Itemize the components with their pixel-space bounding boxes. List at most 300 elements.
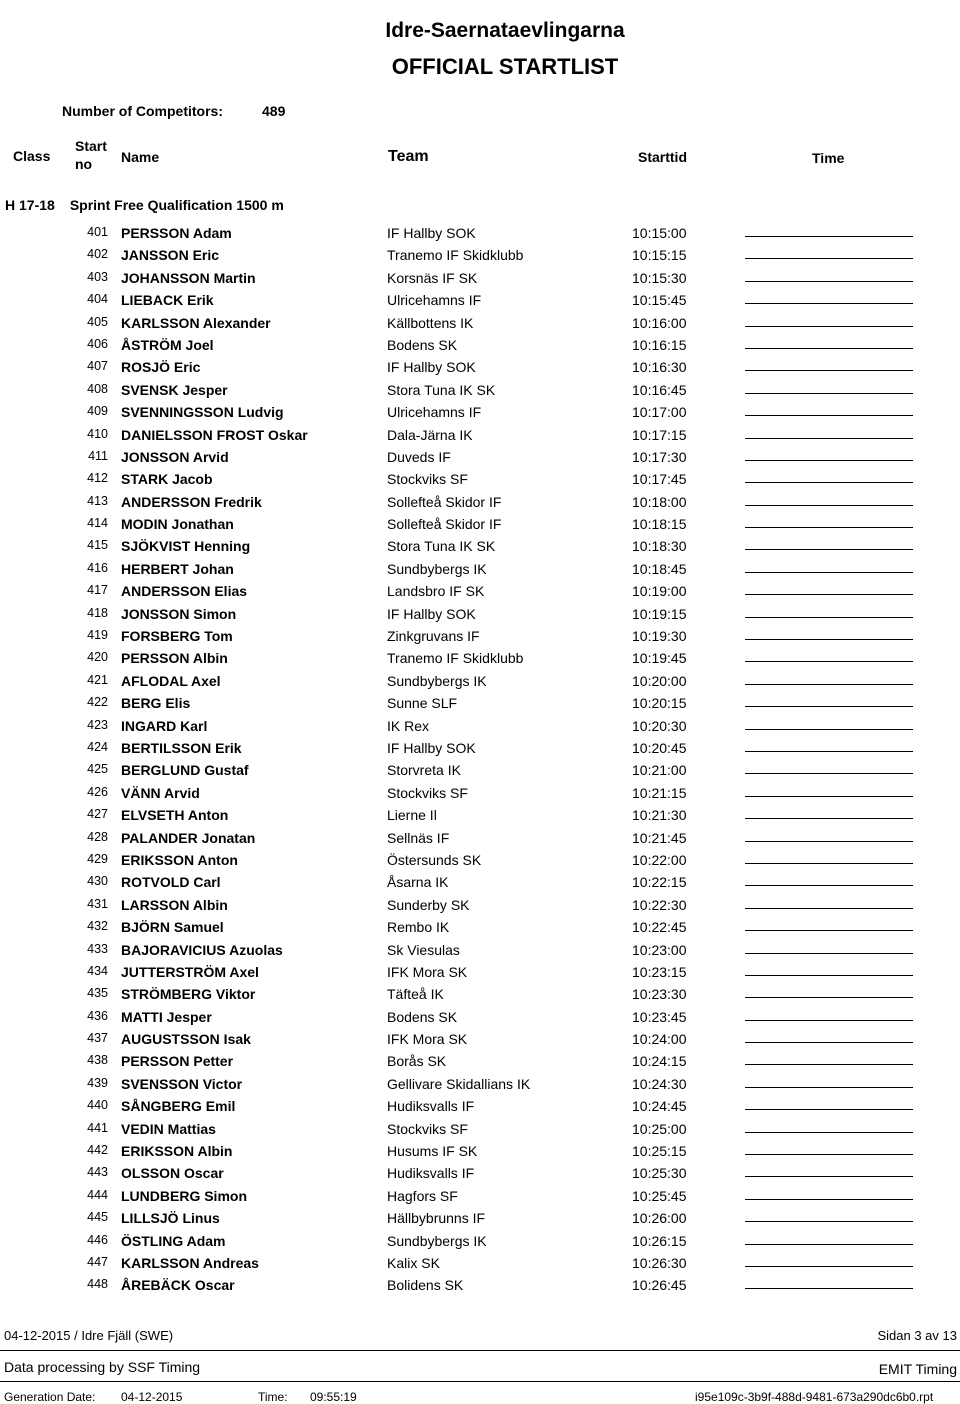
result-time-line [745, 1154, 913, 1155]
start-number: 412 [87, 471, 108, 486]
start-number: 408 [87, 381, 108, 396]
competitor-name: VEDIN Mattias [121, 1120, 216, 1137]
column-start-line1: Start [75, 138, 107, 154]
competitor-team: Duveds IF [387, 448, 451, 465]
start-number: 413 [87, 493, 108, 508]
table-row [0, 1028, 960, 1050]
competitor-team: IF Hallby SOK [387, 359, 476, 376]
column-starttid: Starttid [638, 149, 687, 165]
result-time-line [745, 594, 913, 595]
start-time: 10:21:00 [632, 762, 687, 779]
competitor-team: Husums IF SK [387, 1143, 478, 1160]
table-row [0, 804, 960, 826]
result-time-line [745, 281, 913, 282]
table-row [0, 916, 960, 938]
competitor-name: OLSSON Oscar [121, 1165, 224, 1182]
competitor-name: KARLSSON Andreas [121, 1254, 259, 1271]
result-time-line [745, 818, 913, 819]
competitor-name: BAJORAVICIUS Azuolas [121, 941, 283, 958]
start-number: 430 [87, 874, 108, 889]
table-row [0, 670, 960, 692]
competitor-team: IFK Mora SK [387, 1031, 468, 1048]
table-row [0, 1207, 960, 1229]
result-time-line [745, 1244, 913, 1245]
result-time-line [745, 930, 913, 931]
table-row [0, 289, 960, 311]
start-number: 418 [87, 605, 108, 620]
start-time: 10:22:30 [632, 896, 687, 913]
competitor-name: KARLSSON Alexander [121, 314, 271, 331]
competitor-name: VÄNN Arvid [121, 784, 200, 801]
column-time: Time [812, 150, 845, 166]
start-time: 10:19:30 [632, 628, 687, 645]
table-row [0, 580, 960, 602]
table-row [0, 827, 960, 849]
result-time-line [745, 975, 913, 976]
startlist-table [0, 222, 960, 1297]
competitor-team: IFK Mora SK [387, 963, 468, 980]
footer-divider-top [0, 1350, 960, 1351]
competitor-team: Sunderby SK [387, 896, 470, 913]
table-row [0, 647, 960, 669]
start-number: 411 [88, 448, 108, 463]
start-time: 10:16:15 [632, 336, 687, 353]
result-time-line [745, 1176, 913, 1177]
start-number: 431 [87, 896, 108, 911]
competitor-team: Tranemo IF Skidklubb [387, 650, 524, 667]
table-row [0, 1274, 960, 1296]
start-time: 10:24:00 [632, 1031, 687, 1048]
start-number: 416 [87, 560, 108, 575]
competitor-name: ANDERSSON Elias [121, 583, 248, 600]
competitor-name: INGARD Karl [121, 717, 208, 734]
start-number: 410 [87, 426, 108, 441]
competitor-name: HERBERT Johan [121, 560, 234, 577]
section-title: Sprint Free Qualification 1500 m [69, 197, 284, 213]
start-time: 10:22:45 [632, 919, 687, 936]
competitor-name: SJÖKVIST Henning [121, 538, 251, 555]
table-row [0, 894, 960, 916]
table-row [0, 401, 960, 423]
result-time-line [745, 348, 913, 349]
start-number: 422 [87, 695, 108, 710]
competitor-team: Tranemo IF Skidklubb [387, 247, 524, 264]
result-time-line [745, 482, 913, 483]
event-title: Idre-Saernataevlingarna [385, 19, 625, 42]
start-time: 10:26:45 [632, 1277, 687, 1294]
result-time-line [745, 1064, 913, 1065]
start-time: 10:18:00 [632, 493, 687, 510]
start-number: 420 [87, 650, 108, 665]
start-number: 433 [87, 941, 108, 956]
result-time-line [745, 796, 913, 797]
competitor-team: Åsarna IK [387, 874, 449, 891]
table-row [0, 737, 960, 759]
competitor-name: MATTI Jesper [121, 1008, 212, 1025]
result-time-line [745, 841, 913, 842]
start-time: 10:25:15 [632, 1143, 687, 1160]
result-time-line [745, 326, 913, 327]
start-time: 10:17:30 [632, 448, 687, 465]
start-number: 401 [87, 225, 108, 239]
table-row [0, 1095, 960, 1117]
column-start-line2: no [75, 156, 93, 172]
column-name: Name [121, 149, 160, 165]
start-time: 10:24:45 [632, 1098, 687, 1115]
table-row [0, 692, 960, 714]
start-number: 417 [87, 583, 108, 598]
result-time-line [745, 1109, 913, 1110]
competitor-team: Rembo IK [387, 919, 450, 936]
start-number: 443 [87, 1165, 108, 1180]
start-time: 10:25:45 [632, 1187, 687, 1204]
generation-date-label: Generation Date: [4, 1390, 96, 1404]
start-time: 10:24:15 [632, 1053, 687, 1070]
competitor-team: Sunne SLF [387, 695, 458, 712]
competitor-team: Storvreta IK [387, 762, 461, 779]
competitor-name: SVENNINGSSON Ludvig [121, 404, 284, 421]
competitor-name: ERIKSSON Anton [121, 851, 238, 868]
competitor-team: Sollefteå Skidor IF [387, 493, 502, 510]
start-time: 10:19:15 [632, 605, 687, 622]
start-time: 10:20:45 [632, 739, 687, 756]
column-team: Team [388, 148, 429, 165]
footer-date-place: 04-12-2015 / Idre Fjäll (SWE) [4, 1328, 174, 1343]
list-title: OFFICIAL STARTLIST [391, 54, 619, 79]
start-time: 10:24:30 [632, 1075, 687, 1092]
result-time-line [745, 908, 913, 909]
start-number: 442 [87, 1143, 108, 1158]
start-number: 439 [87, 1075, 108, 1090]
start-number: 421 [87, 672, 108, 687]
start-number: 447 [87, 1254, 108, 1269]
start-number: 407 [87, 359, 108, 374]
result-time-line [745, 505, 913, 506]
start-number: 432 [87, 919, 108, 934]
table-row [0, 491, 960, 513]
table-row [0, 222, 960, 244]
competitor-team: Hagfors SF [387, 1187, 458, 1204]
table-row [0, 939, 960, 961]
start-number: 423 [87, 717, 108, 732]
competitor-team: Lierne Il [387, 807, 437, 824]
competitor-team: Borås SK [387, 1053, 447, 1070]
start-number: 427 [87, 807, 108, 822]
competitor-team: Sollefteå Skidor IF [387, 516, 502, 533]
start-time: 10:21:15 [632, 784, 687, 801]
start-time: 10:20:15 [632, 695, 687, 712]
table-row [0, 1006, 960, 1028]
competitor-team: Stora Tuna IK SK [387, 381, 496, 398]
competitor-name: LILLSJÖ Linus [121, 1210, 220, 1227]
table-row [0, 334, 960, 356]
start-time: 10:17:15 [632, 426, 687, 443]
table-row [0, 267, 960, 289]
table-row [0, 244, 960, 266]
start-time: 10:19:00 [632, 583, 687, 600]
competitor-name: JUTTERSTRÖM Axel [121, 963, 259, 980]
result-time-line [745, 1199, 913, 1200]
start-number: 440 [87, 1098, 108, 1113]
result-time-line [745, 549, 913, 550]
start-time: 10:15:45 [632, 292, 687, 309]
competitor-name: DANIELSSON FROST Oskar [121, 426, 308, 443]
competitor-team: Sundbybergs IK [387, 672, 487, 689]
result-time-line [745, 1087, 913, 1088]
footer-timing: EMIT Timing [878, 1361, 957, 1377]
start-number: 405 [87, 314, 108, 329]
table-row [0, 961, 960, 983]
result-time-line [745, 236, 913, 237]
result-time-line [745, 438, 913, 439]
competitor-name: STARK Jacob [121, 471, 213, 488]
competitor-name: PALANDER Jonatan [121, 829, 256, 846]
start-number: 403 [87, 269, 108, 284]
result-time-line [745, 572, 913, 573]
competitor-name: MODIN Jonathan [121, 516, 234, 533]
start-time: 10:20:30 [632, 717, 687, 734]
competitor-team: Korsnäs IF SK [387, 269, 478, 286]
result-time-line [745, 1020, 913, 1021]
competitor-team: Sellnäs IF [387, 829, 450, 846]
result-time-line [745, 617, 913, 618]
result-time-line [745, 415, 913, 416]
competitor-team: Täfteå IK [387, 986, 444, 1003]
start-number: 428 [87, 829, 108, 844]
competitor-team: Stora Tuna IK SK [387, 538, 496, 555]
start-time: 10:18:15 [632, 516, 687, 533]
table-row [0, 513, 960, 535]
competitor-name: SVENSSON Victor [121, 1075, 243, 1092]
start-number: 446 [87, 1232, 108, 1247]
start-number: 434 [87, 963, 108, 978]
start-time: 10:18:30 [632, 538, 687, 555]
competitor-name: PERSSON Albin [121, 650, 228, 667]
competitor-name: ÅSTRÖM Joel [121, 336, 214, 353]
result-time-line [745, 661, 913, 662]
competitor-name: SVENSK Jesper [121, 381, 228, 398]
competitor-name: LIEBACK Erik [121, 292, 214, 309]
competitor-team: Zinkgruvans IF [387, 628, 480, 645]
competitor-name: ÅREBÄCK Oscar [121, 1277, 235, 1294]
section-class: H 17-18 [5, 197, 55, 213]
start-time: 10:17:00 [632, 404, 687, 421]
competitor-name: BERGLUND Gustaf [121, 762, 249, 779]
footer-divider-bottom [0, 1381, 960, 1382]
start-time: 10:18:45 [632, 560, 687, 577]
table-row [0, 1140, 960, 1162]
result-time-line [745, 1132, 913, 1133]
start-time: 10:22:00 [632, 851, 687, 868]
table-row [0, 1162, 960, 1184]
competitor-team: Bodens SK [387, 336, 458, 353]
table-row [0, 603, 960, 625]
start-time: 10:26:30 [632, 1254, 687, 1271]
table-row [0, 356, 960, 378]
result-time-line [745, 639, 913, 640]
competitor-name: ROSJÖ Eric [121, 359, 201, 376]
generation-time-value: 09:55:19 [310, 1390, 357, 1404]
result-time-line [745, 953, 913, 954]
start-number: 406 [87, 336, 108, 351]
result-time-line [745, 460, 913, 461]
competitor-name: BERTILSSON Erik [121, 739, 242, 756]
table-row [0, 1185, 960, 1207]
competitor-name: ELVSETH Anton [121, 807, 229, 824]
table-row [0, 379, 960, 401]
result-time-line [745, 258, 913, 259]
competitor-team: Kalix SK [387, 1254, 440, 1271]
start-number: 426 [87, 784, 108, 799]
competitor-team: Hudiksvalls IF [387, 1165, 475, 1182]
result-time-line [745, 706, 913, 707]
result-time-line [745, 393, 913, 394]
start-time: 10:15:15 [632, 247, 687, 264]
start-time: 10:17:45 [632, 471, 687, 488]
competitor-team: Sundbybergs IK [387, 1232, 487, 1249]
start-number: 402 [87, 247, 108, 262]
generation-time-label: Time: [258, 1390, 288, 1404]
footer-processing: Data processing by SSF Timing [4, 1359, 201, 1375]
competitor-team: Östersunds SK [387, 851, 482, 868]
start-number: 409 [87, 404, 108, 419]
start-number: 437 [87, 1031, 108, 1046]
competitor-name: PERSSON Petter [121, 1053, 234, 1070]
competitor-name: SÅNGBERG Emil [121, 1098, 236, 1115]
start-number: 435 [87, 986, 108, 1001]
section-heading [5, 197, 284, 213]
result-time-line [745, 303, 913, 304]
competitor-name: FORSBERG Tom [121, 628, 233, 645]
competitor-team: Källbottens IK [387, 314, 474, 331]
competitor-team: Sundbybergs IK [387, 560, 487, 577]
start-time: 10:26:00 [632, 1210, 687, 1227]
result-time-line [745, 527, 913, 528]
start-time: 10:19:45 [632, 650, 687, 667]
start-number: 419 [87, 628, 108, 643]
competitor-name: PERSSON Adam [121, 225, 232, 241]
table-row [0, 468, 960, 490]
competitor-team: Stockviks SF [387, 1120, 468, 1137]
start-time: 10:23:15 [632, 963, 687, 980]
start-number: 425 [87, 762, 108, 777]
result-time-line [745, 1221, 913, 1222]
column-class: Class [13, 148, 51, 164]
start-number: 414 [87, 516, 108, 531]
competitor-team: IK Rex [387, 717, 430, 734]
table-row [0, 535, 960, 557]
table-row [0, 1252, 960, 1274]
competitor-team: IF Hallby SOK [387, 739, 476, 756]
competitor-name: ÖSTLING Adam [121, 1232, 226, 1249]
table-row [0, 1073, 960, 1095]
competitor-name: AFLODAL Axel [121, 672, 221, 689]
result-time-line [745, 684, 913, 685]
competitor-team: Bolidens SK [387, 1277, 464, 1294]
footer-page: Sidan 3 av 13 [877, 1328, 957, 1343]
result-time-line [745, 1042, 913, 1043]
table-row [0, 424, 960, 446]
competitor-name: JOHANSSON Martin [121, 269, 256, 286]
table-row [0, 1230, 960, 1252]
competitor-team: Dala-Järna IK [387, 426, 473, 443]
start-time: 10:20:00 [632, 672, 687, 689]
result-time-line [745, 1266, 913, 1267]
start-time: 10:23:00 [632, 941, 687, 958]
result-time-line [745, 885, 913, 886]
result-time-line [745, 997, 913, 998]
start-time: 10:26:15 [632, 1232, 687, 1249]
table-row [0, 625, 960, 647]
competitor-name: LARSSON Albin [121, 896, 228, 913]
start-time: 10:15:00 [632, 225, 687, 241]
result-time-line [745, 370, 913, 371]
competitor-team: IF Hallby SOK [387, 605, 476, 622]
competitor-team: IF Hallby SOK [387, 225, 476, 241]
result-time-line [745, 773, 913, 774]
competitor-team: Stockviks SF [387, 784, 468, 801]
table-row [0, 446, 960, 468]
competitor-team: Hudiksvalls IF [387, 1098, 475, 1115]
start-time: 10:21:30 [632, 807, 687, 824]
competitor-name: JONSSON Arvid [121, 448, 229, 465]
start-time: 10:23:30 [632, 986, 687, 1003]
competitor-name: BERG Elis [121, 695, 191, 712]
table-row [0, 1050, 960, 1072]
competitor-team: Hällbybrunns IF [387, 1210, 486, 1227]
competitor-team: Bodens SK [387, 1008, 458, 1025]
table-row [0, 759, 960, 781]
start-number: 404 [87, 292, 108, 307]
competitor-team: Stockviks SF [387, 471, 468, 488]
competitors-label: Number of Competitors: [62, 103, 223, 119]
start-number: 445 [87, 1210, 108, 1225]
start-time: 10:16:30 [632, 359, 687, 376]
generation-date-value: 04-12-2015 [121, 1390, 183, 1404]
table-row [0, 1118, 960, 1140]
table-row [0, 558, 960, 580]
start-time: 10:15:30 [632, 269, 687, 286]
report-file-name: i95e109c-3b9f-488d-9481-673a290dc6b0.rpt [695, 1390, 934, 1404]
table-row [0, 849, 960, 871]
start-time: 10:16:00 [632, 314, 687, 331]
competitor-team: Gellivare Skidallians IK [387, 1075, 531, 1092]
start-time: 10:25:00 [632, 1120, 687, 1137]
start-time: 10:22:15 [632, 874, 687, 891]
start-number: 424 [87, 739, 108, 754]
competitor-name: JANSSON Eric [121, 247, 220, 264]
result-time-line [745, 729, 913, 730]
start-time: 10:21:45 [632, 829, 687, 846]
competitor-name: ANDERSSON Fredrik [121, 493, 262, 510]
result-time-line [745, 1288, 913, 1289]
table-row [0, 871, 960, 893]
start-number: 438 [87, 1053, 108, 1068]
competitor-team: Sk Viesulas [387, 941, 460, 958]
competitors-value: 489 [262, 103, 286, 119]
start-time: 10:25:30 [632, 1165, 687, 1182]
competitor-name: STRÖMBERG Viktor [121, 986, 256, 1003]
start-number: 429 [87, 851, 108, 866]
competitor-name: LUNDBERG Simon [121, 1187, 247, 1204]
table-row [0, 715, 960, 737]
table-row [0, 312, 960, 334]
competitor-name: BJÖRN Samuel [121, 919, 224, 936]
competitor-name: ROTVOLD Carl [121, 874, 221, 891]
competitor-team: Landsbro IF SK [387, 583, 485, 600]
start-number: 441 [87, 1120, 108, 1135]
competitor-name: AUGUSTSSON Isak [121, 1031, 251, 1048]
